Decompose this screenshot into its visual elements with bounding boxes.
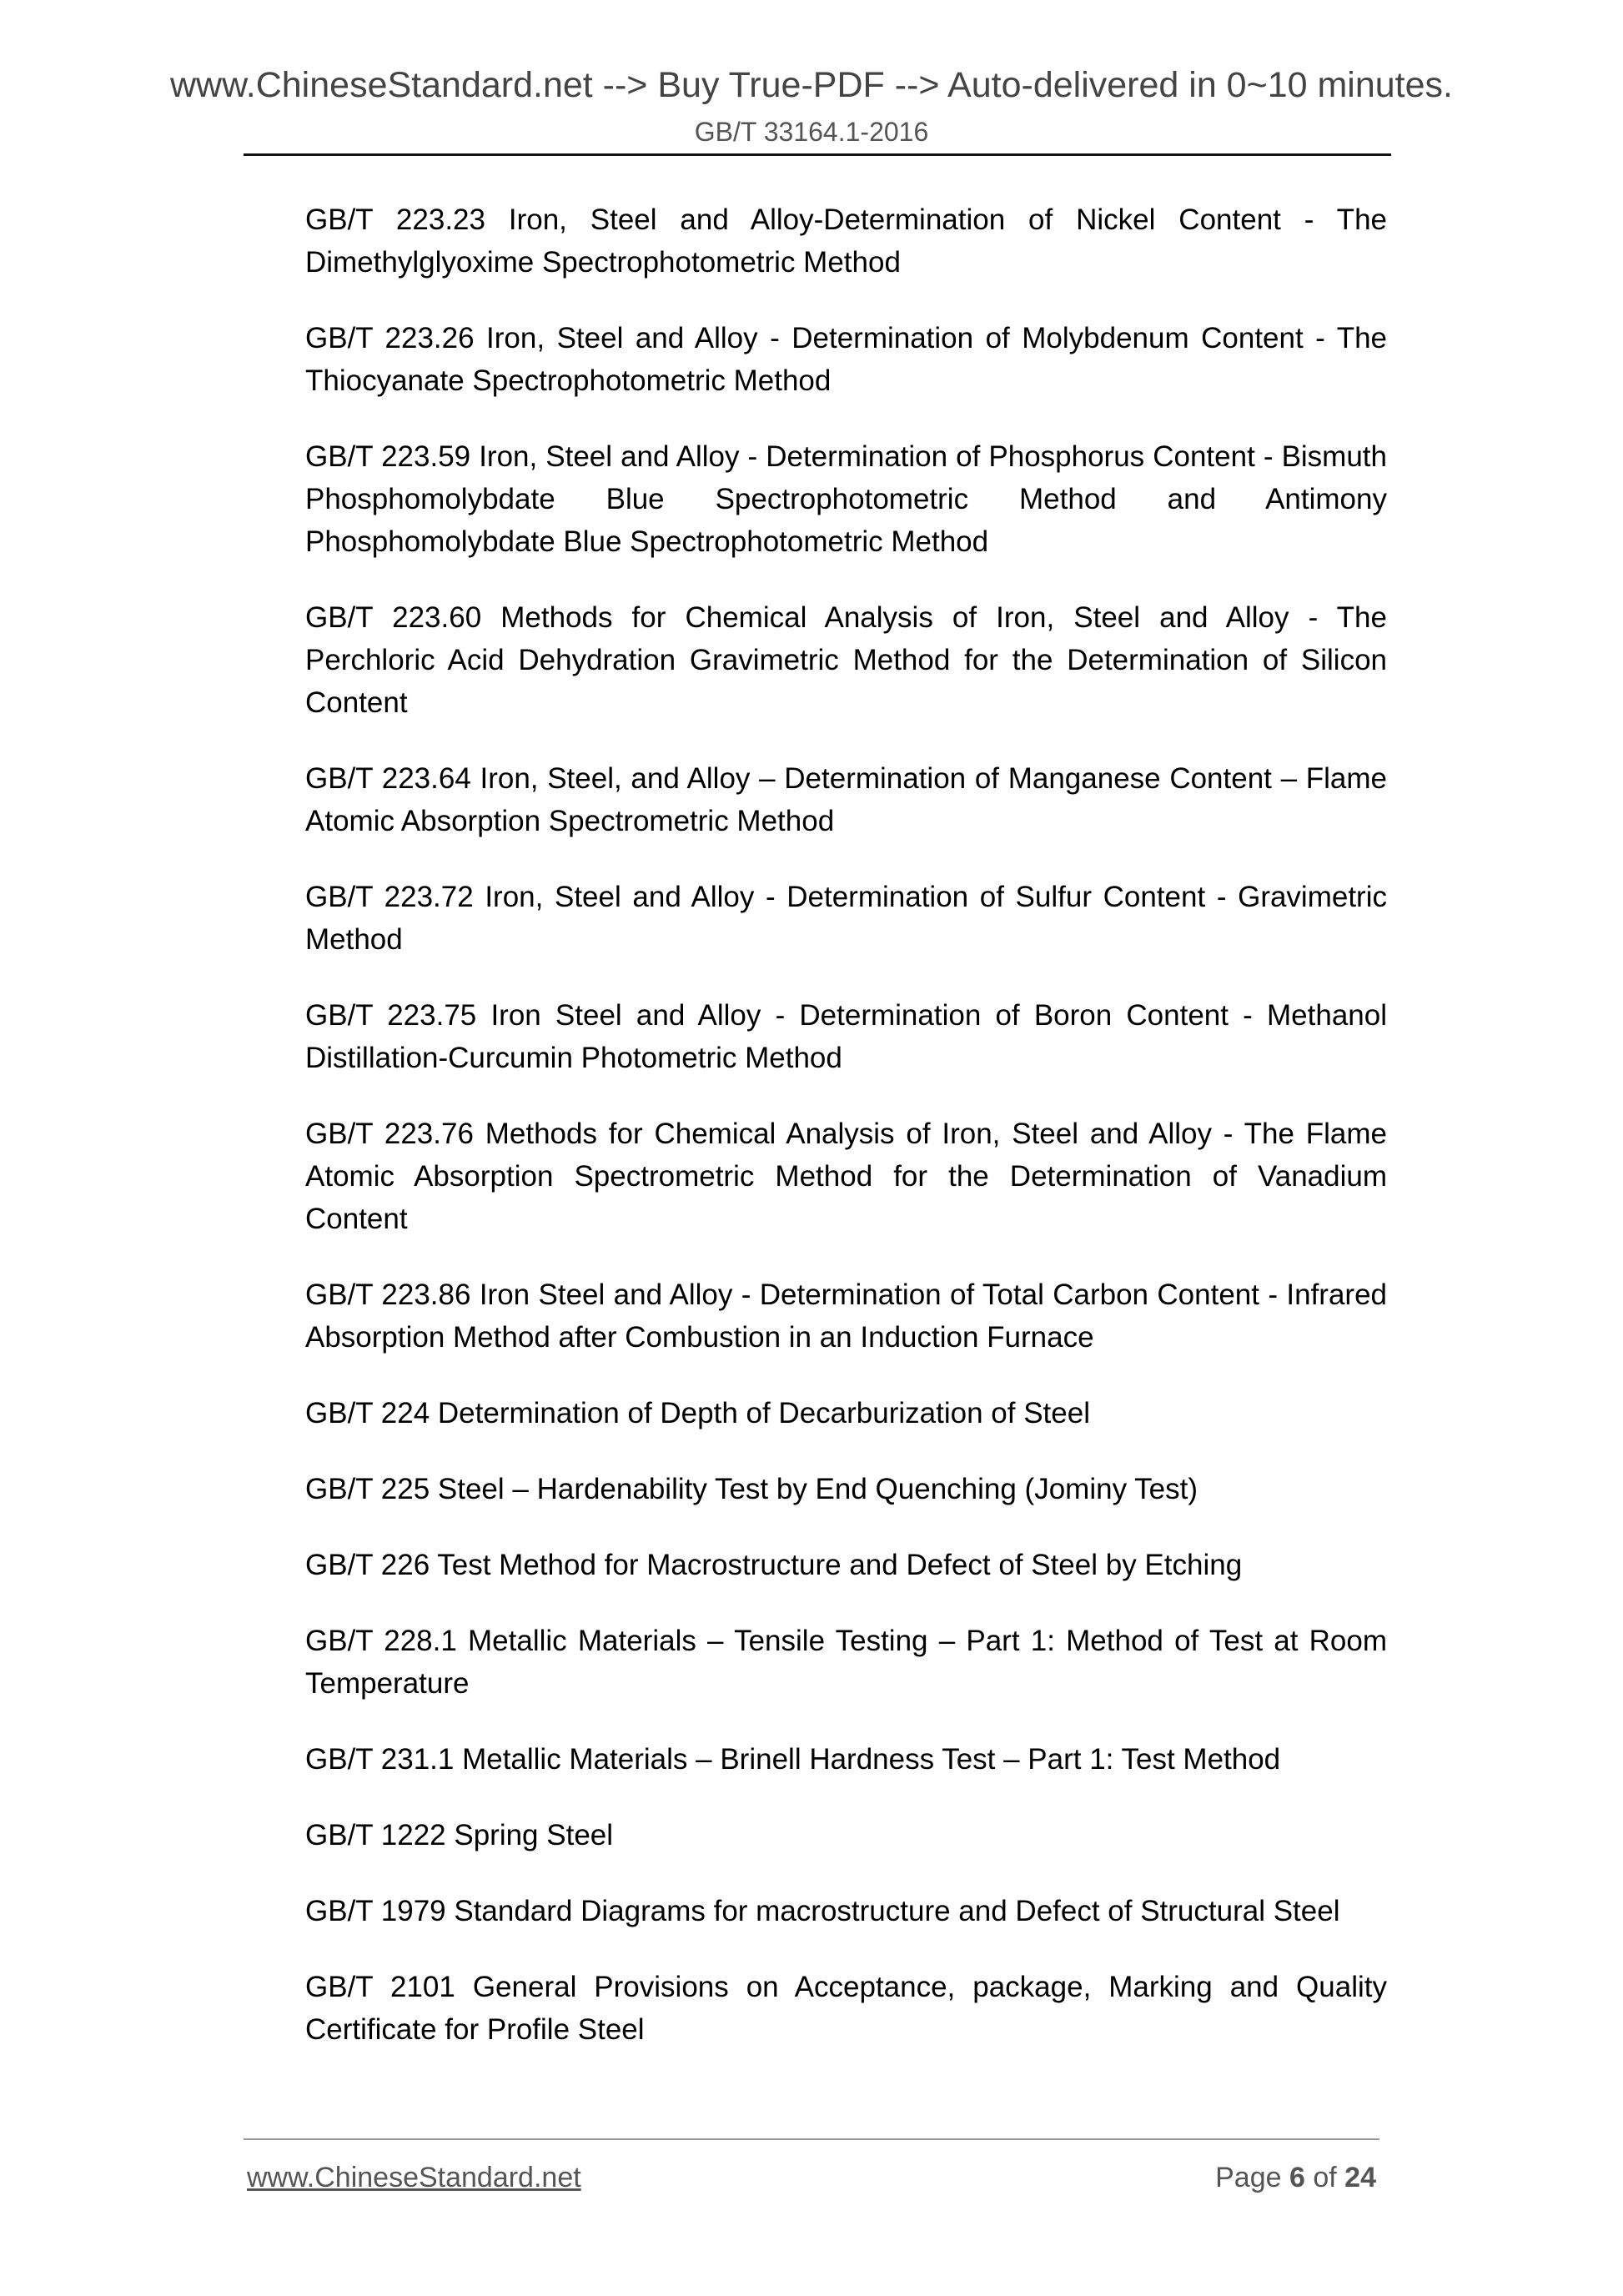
reference-item: GB/T 223.59 Iron, Steel and Alloy - Determination of Phosphorus Content - Bismuth Phosphomolybdate Blue Spectrophotometric Method and Antimony Phosphomolybdate Blue Spectrophotometric Method	[305, 440, 1387, 558]
reference-item: GB/T 1979 Standard Diagrams for macrostructure and Defect of Structural Steel	[305, 1895, 1340, 1927]
reference-item: GB/T 1222 Spring Steel	[305, 1819, 614, 1851]
reference-item: GB/T 223.86 Iron Steel and Alloy - Determination of Total Carbon Content - Infrared Absorption Method after Combustion in an Induction Furnace	[305, 1279, 1387, 1354]
reference-item: GB/T 224 Determination of Depth of Decarburization of Steel	[305, 1397, 1090, 1429]
references-list	[305, 198, 1387, 2084]
header-banner: www.ChineseStandard.net --> Buy True-PDF --> Auto-delivered in 0~10 minutes.	[169, 65, 1453, 105]
footer-website-link[interactable]: www.ChineseStandard.net	[247, 2162, 581, 2193]
standard-number: GB/T 33164.1-2016	[694, 117, 929, 147]
reference-item: GB/T 223.26 Iron, Steel and Alloy - Determination of Molybdenum Content - The Thiocyanate Spectrophotometric Method	[305, 322, 1387, 397]
footer-divider	[244, 2138, 1379, 2140]
header-divider	[244, 153, 1391, 156]
page-of: of	[1313, 2162, 1337, 2193]
page-prefix: Page	[1215, 2162, 1282, 2193]
page-indicator	[1215, 2162, 1376, 2194]
reference-item: GB/T 226 Test Method for Macrostructure and Defect of Steel by Etching	[305, 1549, 1243, 1581]
reference-item: GB/T 223.60 Methods for Chemical Analysis of Iron, Steel and Alloy - The Perchloric Acid Dehydration Gravimetric Method for the Determination of Silicon Content	[305, 601, 1387, 719]
page-current: 6	[1289, 2162, 1305, 2193]
reference-item: GB/T 228.1 Metallic Materials – Tensile Testing – Part 1: Method of Test at Room Temperature	[305, 1625, 1387, 1700]
reference-item: GB/T 223.23 Iron, Steel and Alloy-Determination of Nickel Content - The Dimethylglyoxime Spectrophotometric Method	[305, 203, 1387, 279]
page-total: 24	[1344, 2162, 1376, 2193]
reference-item: GB/T 223.64 Iron, Steel, and Alloy – Determination of Manganese Content – Flame Atomic Absorption Spectrometric Method	[305, 762, 1387, 837]
reference-item: GB/T 225 Steel – Hardenability Test by End Quenching (Jominy Test)	[305, 1473, 1198, 1505]
reference-item: GB/T 223.75 Iron Steel and Alloy - Determination of Boron Content - Methanol Distillation-Curcumin Photometric Method	[305, 999, 1387, 1074]
reference-item: GB/T 2101 General Provisions on Acceptance, package, Marking and Quality Certificate for Profile Steel	[305, 1971, 1387, 2046]
reference-item: GB/T 223.76 Methods for Chemical Analysis of Iron, Steel and Alloy - The Flame Atomic Absorption Spectrometric Method for the Determination of Vanadium Content	[305, 1118, 1387, 1235]
reference-item: GB/T 231.1 Metallic Materials – Brinell Hardness Test – Part 1: Test Method	[305, 1743, 1281, 1776]
reference-item: GB/T 223.72 Iron, Steel and Alloy - Determination of Sulfur Content - Gravimetric Method	[305, 881, 1387, 956]
